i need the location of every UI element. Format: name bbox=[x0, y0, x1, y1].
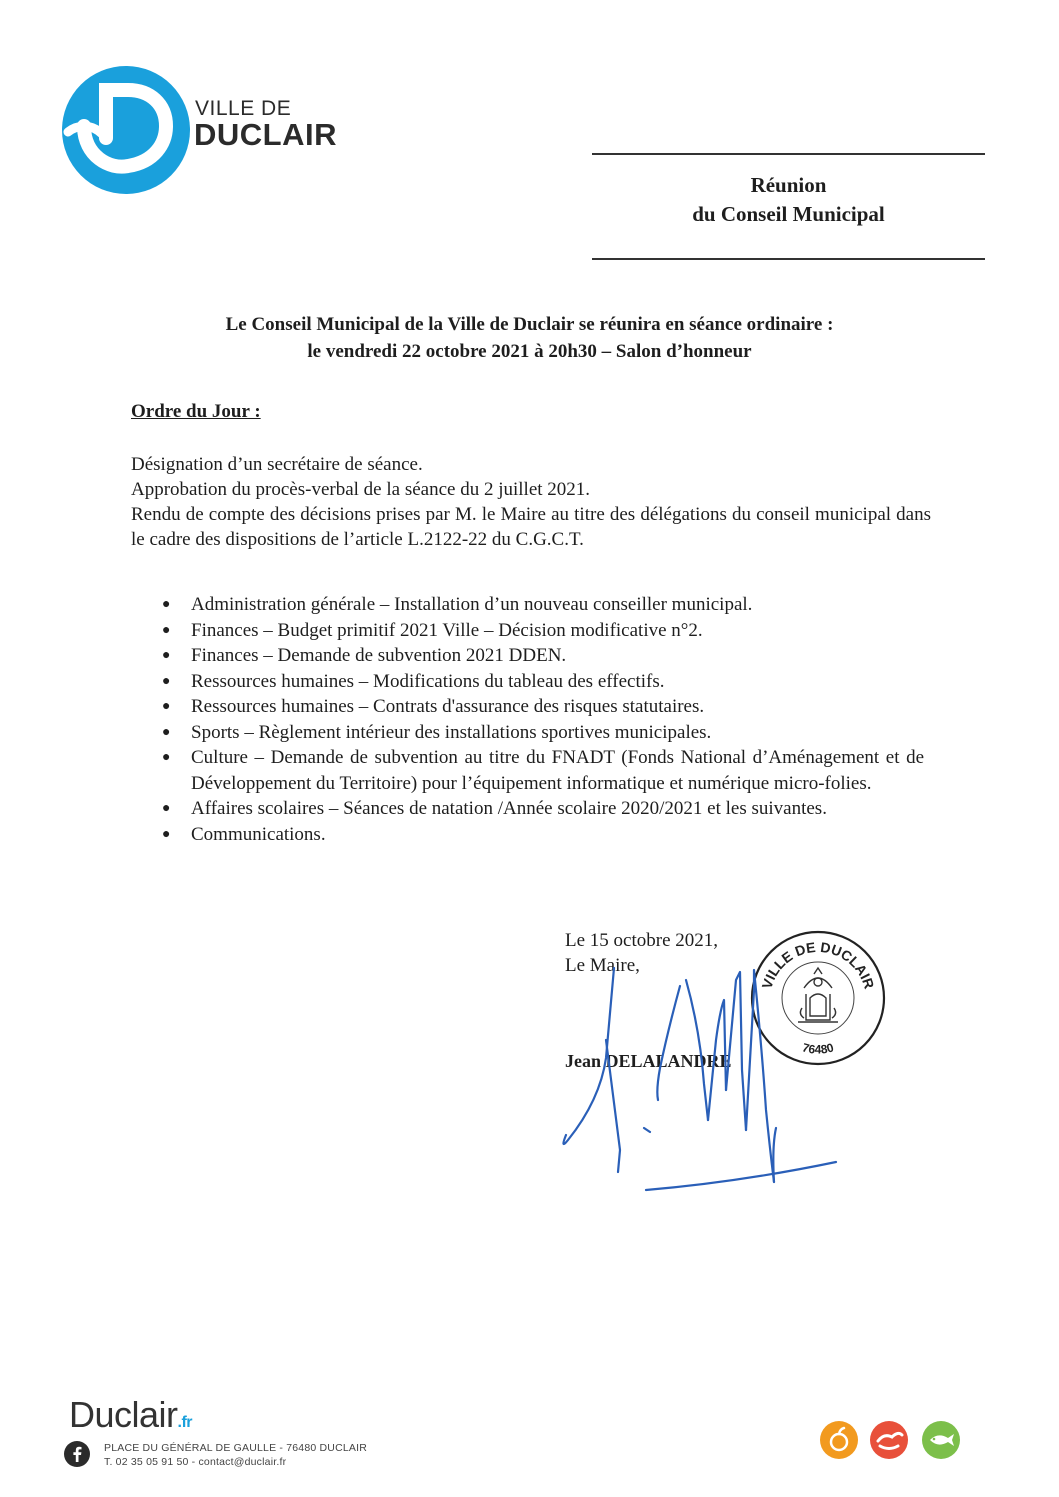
bullet-icon: ● bbox=[162, 724, 171, 740]
apple-pictogram-icon bbox=[820, 1421, 858, 1459]
bullet-icon: ● bbox=[162, 826, 171, 842]
agenda-item: ● Sports – Règlement intérieur des installations sportives municipales. bbox=[162, 720, 924, 746]
agenda-item: ● Finances – Budget primitif 2021 Ville – Décision modificative n°2. bbox=[162, 618, 924, 644]
title-top-rule bbox=[592, 153, 985, 155]
logo-ville-de: VILLE DE bbox=[195, 97, 292, 120]
bullet-icon: ● bbox=[162, 673, 171, 689]
facebook-icon bbox=[64, 1441, 90, 1467]
title-bottom-rule bbox=[592, 258, 985, 260]
agenda-item: ● Communications. bbox=[162, 822, 924, 848]
agenda-item: ● Ressources humaines – Contrats d'assurance des risques statutaires. bbox=[162, 694, 924, 720]
fish-pictogram-icon bbox=[922, 1421, 960, 1459]
agenda-item: ● Affaires scolaires – Séances de natation /Année scolaire 2020/2021 et les suivantes. bbox=[162, 796, 924, 822]
footer-brand-suffix: .fr bbox=[177, 1414, 193, 1431]
duclair-logo-icon bbox=[62, 66, 190, 194]
signature-date: Le 15 octobre 2021, bbox=[565, 930, 719, 951]
intro-item: Approbation du procès-verbal de la séance du 2 juillet 2021. bbox=[131, 479, 591, 500]
footer-contact: T. 02 35 05 91 50 - contact@duclair.fr bbox=[104, 1456, 287, 1468]
bullet-icon: ● bbox=[162, 622, 171, 638]
ordre-du-jour-heading: Ordre du Jour : bbox=[131, 401, 261, 422]
convocation-text bbox=[100, 311, 959, 365]
bullet-icon: ● bbox=[162, 699, 171, 714]
document-title bbox=[592, 171, 985, 229]
agenda-item: ● Finances – Demande de subvention 2021 DDEN. bbox=[162, 643, 924, 669]
logo-duclair: DUCLAIR bbox=[194, 117, 337, 152]
footer-brand: Duclair.fr bbox=[69, 1394, 193, 1435]
convocation-line-2: le vendredi 22 octobre 2021 à 20h30 – Salon d’honneur bbox=[307, 341, 752, 362]
signature-role: Le Maire, bbox=[565, 955, 640, 976]
intro-item: Rendu de compte des décisions prises par M. le Maire au titre des délégations du conseil municipal dans le cadre des dispositions de l’article L.2122-22 du C.G.C.T. bbox=[131, 504, 931, 550]
agenda-item: ● Culture – Demande de subvention au titre du FNADT (Fonds National d’Aménagement et de Développement du Territoire) pour l’équipement informatique et numérique micro-folies. bbox=[162, 747, 924, 794]
footer-address-block bbox=[104, 1441, 367, 1469]
intro-item: Désignation d’un secrétaire de séance. bbox=[131, 454, 423, 475]
boat-pictogram-icon bbox=[870, 1421, 908, 1459]
ordre-du-jour-intro bbox=[131, 452, 931, 552]
signatory-name: Jean DELALANDRE bbox=[565, 1051, 732, 1071]
agenda-item: ● Administration générale – Installation d’un nouveau conseiller municipal. bbox=[162, 592, 924, 618]
agenda-item: ● Ressources humaines – Modifications du tableau des effectifs. bbox=[162, 669, 924, 695]
convocation-line-1: Le Conseil Municipal de la Ville de Duclair se réunira en séance ordinaire : bbox=[225, 314, 834, 335]
bullet-icon: ● bbox=[162, 597, 171, 612]
title-line-1: Réunion bbox=[750, 173, 827, 197]
handwritten-signature bbox=[540, 950, 850, 1200]
agenda-list bbox=[162, 592, 924, 847]
seal-top-text: VILLE DE DUCLAIR bbox=[758, 938, 878, 991]
title-line-2: du Conseil Municipal bbox=[692, 202, 885, 226]
bullet-icon: ● bbox=[162, 801, 171, 816]
bullet-icon: ● bbox=[162, 648, 171, 663]
footer-address: PLACE DU GÉNÉRAL DE GAULLE - 76480 DUCLAIR bbox=[104, 1442, 368, 1454]
bullet-icon: ● bbox=[162, 750, 171, 765]
seal-postcode: 76480 bbox=[800, 1040, 836, 1057]
